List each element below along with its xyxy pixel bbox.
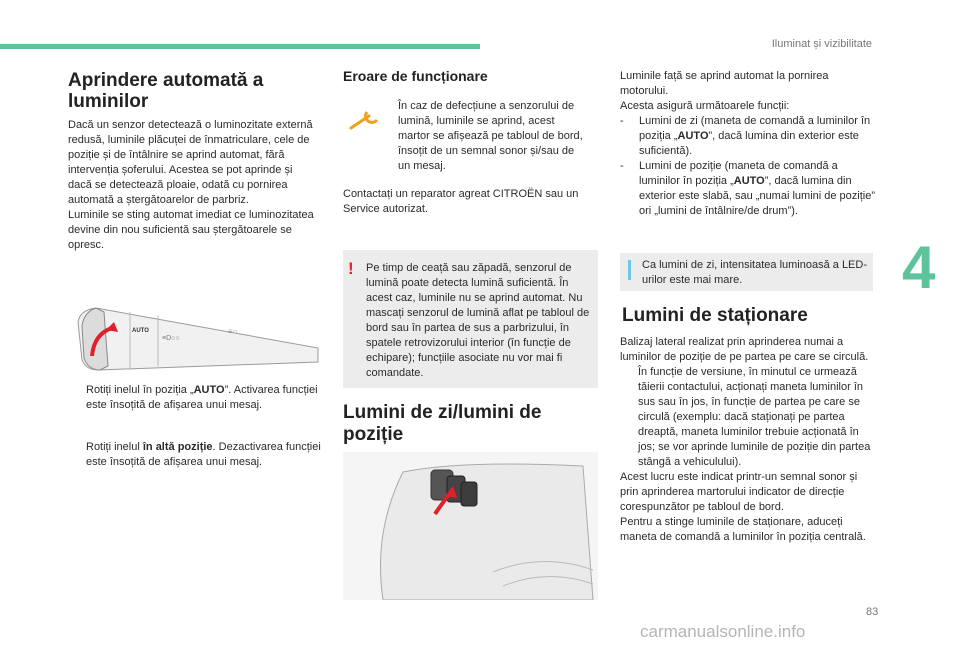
wrench-icon <box>347 108 387 137</box>
contact-text: Contactați un reparator agreat CITROËN sau un Service autorizat. <box>343 188 579 215</box>
bullet-icon <box>620 365 638 470</box>
info-text: Ca lumini de zi, intensitatea luminoasă a LED-urilor este mai mare. <box>642 259 868 286</box>
section-title-parking-lights: Lumini de staționare <box>622 305 808 326</box>
section-title-day-lights: Lumini de zi/lumini de poziție <box>343 402 542 445</box>
svg-text:≡D○○: ≡D○○ <box>162 335 180 342</box>
page-number: 83 <box>866 606 879 618</box>
light-stalk-illustration <box>68 300 324 376</box>
warning-text: Pe timp de ceață sau zăpadă, senzorul de lumină poate detecta lumină suficientă. În acest caz, luminile nu se aprind automat. Nu mascați senzorul de lumină aflat pe tabloul de bord sau în partea de sus a parbrizului, în spatele retrovizorului interior (în funcție de echipare); funcțiile asociate nu vor mai fi comandate. <box>366 262 590 379</box>
day-lights-intro: Luminile față se aprind automat la pornirea motorului. <box>620 70 829 97</box>
list-item-day-lights: - Lumini de zi (maneta de comandă a luminilor în poziția „AUTO”, dacă lumina din exterior este suficientă). <box>620 115 871 157</box>
auto-lights-text <box>68 118 318 253</box>
bullet-auto-position: Rotiți inelul în poziția „AUTO”. Activarea funcției este însoțită de afișarea unui mesaj. <box>68 383 326 413</box>
parking-p3: Pentru a stinge luminile de staționare, aduceți maneta de comandă a luminilor în poziția centrală. <box>620 516 866 543</box>
auto-lights-body-2: Luminile se sting automat imediat ce luminozitatea devine din nou suficientă sau ștergătoarele se opresc. <box>68 209 314 251</box>
parking-p2: Acest lucru este indicat printr-un semnal sonor și prin aprinderea martorului indicator de direcție corespunzător pe tabloul de bord. <box>620 471 858 513</box>
malfunction-text: În caz de defecțiune a senzorului de lumină, luminile se aprind, acest martor se afișează pe tabloul de bord, însoțit de un semnal sonor și/sau de un mesaj. <box>398 100 583 172</box>
bullet-icon <box>68 383 86 413</box>
stalk-auto-label: AUTO <box>132 328 149 334</box>
svg-text:≡○: ≡○ <box>228 327 238 336</box>
bullet-icon <box>68 440 86 470</box>
chapter-number: 4 <box>902 234 936 301</box>
day-lights-text <box>620 69 875 219</box>
parking-bullet: În funcție de versiune, în minutul ce urmează tăierii contactului, acționați maneta luminilor în sus sau în jos, în funcție de partea pe care se circulă (exemplu: dacă staționați pe partea dreaptă, maneta luminilor trebuie acționată în jos; se vor aprinde luminile de poziție din partea stângă a vehiculului). <box>620 365 875 470</box>
list-item-position-lights: - Lumini de poziție (maneta de comandă a luminilor în poziția „AUTO”, dacă lumina din exterior este slabă, sau „numai lumini de poziție” ori „lumini de întâlnire/de drum”). <box>620 160 876 217</box>
section-header: Iluminat și vizibilitate <box>771 38 872 50</box>
section-title-malfunction: Eroare de funcționare <box>343 68 488 84</box>
parking-lights-text <box>620 335 875 545</box>
info-icon <box>628 260 631 280</box>
bullet-other-position: Rotiți inelul în altă poziție. Dezactivarea funcției este însoțită de afișarea unui mesaj. <box>68 440 326 470</box>
light-stalk-drawing <box>68 300 324 376</box>
watermark: carmanualsonline.info <box>640 622 806 641</box>
parking-p1: Balizaj lateral realizat prin aprinderea numai a luminilor de poziție de pe partea pe care se circulă. <box>620 336 869 363</box>
section-title-auto-lights: Aprindere automată a luminilor <box>68 70 264 112</box>
chapter-color-bar <box>0 44 480 49</box>
warning-icon: ! <box>348 259 354 278</box>
headlamp-illustration <box>343 452 598 600</box>
auto-lights-body: Dacă un senzor detectează o luminozitate externă redusă, luminile plăcuței de înmatriculare, cele de poziție și de întâlnire se aprind automat, fără intervenția șoferului. Acestea se pot aprinde și dacă se detectează ploaie, odată cu pornirea automată a ștergătoarelor de parbriz. <box>68 119 313 206</box>
day-lights-intro-2: Acesta asigură următoarele funcții: <box>620 100 790 112</box>
warning-box <box>343 250 598 388</box>
info-box <box>620 253 873 291</box>
